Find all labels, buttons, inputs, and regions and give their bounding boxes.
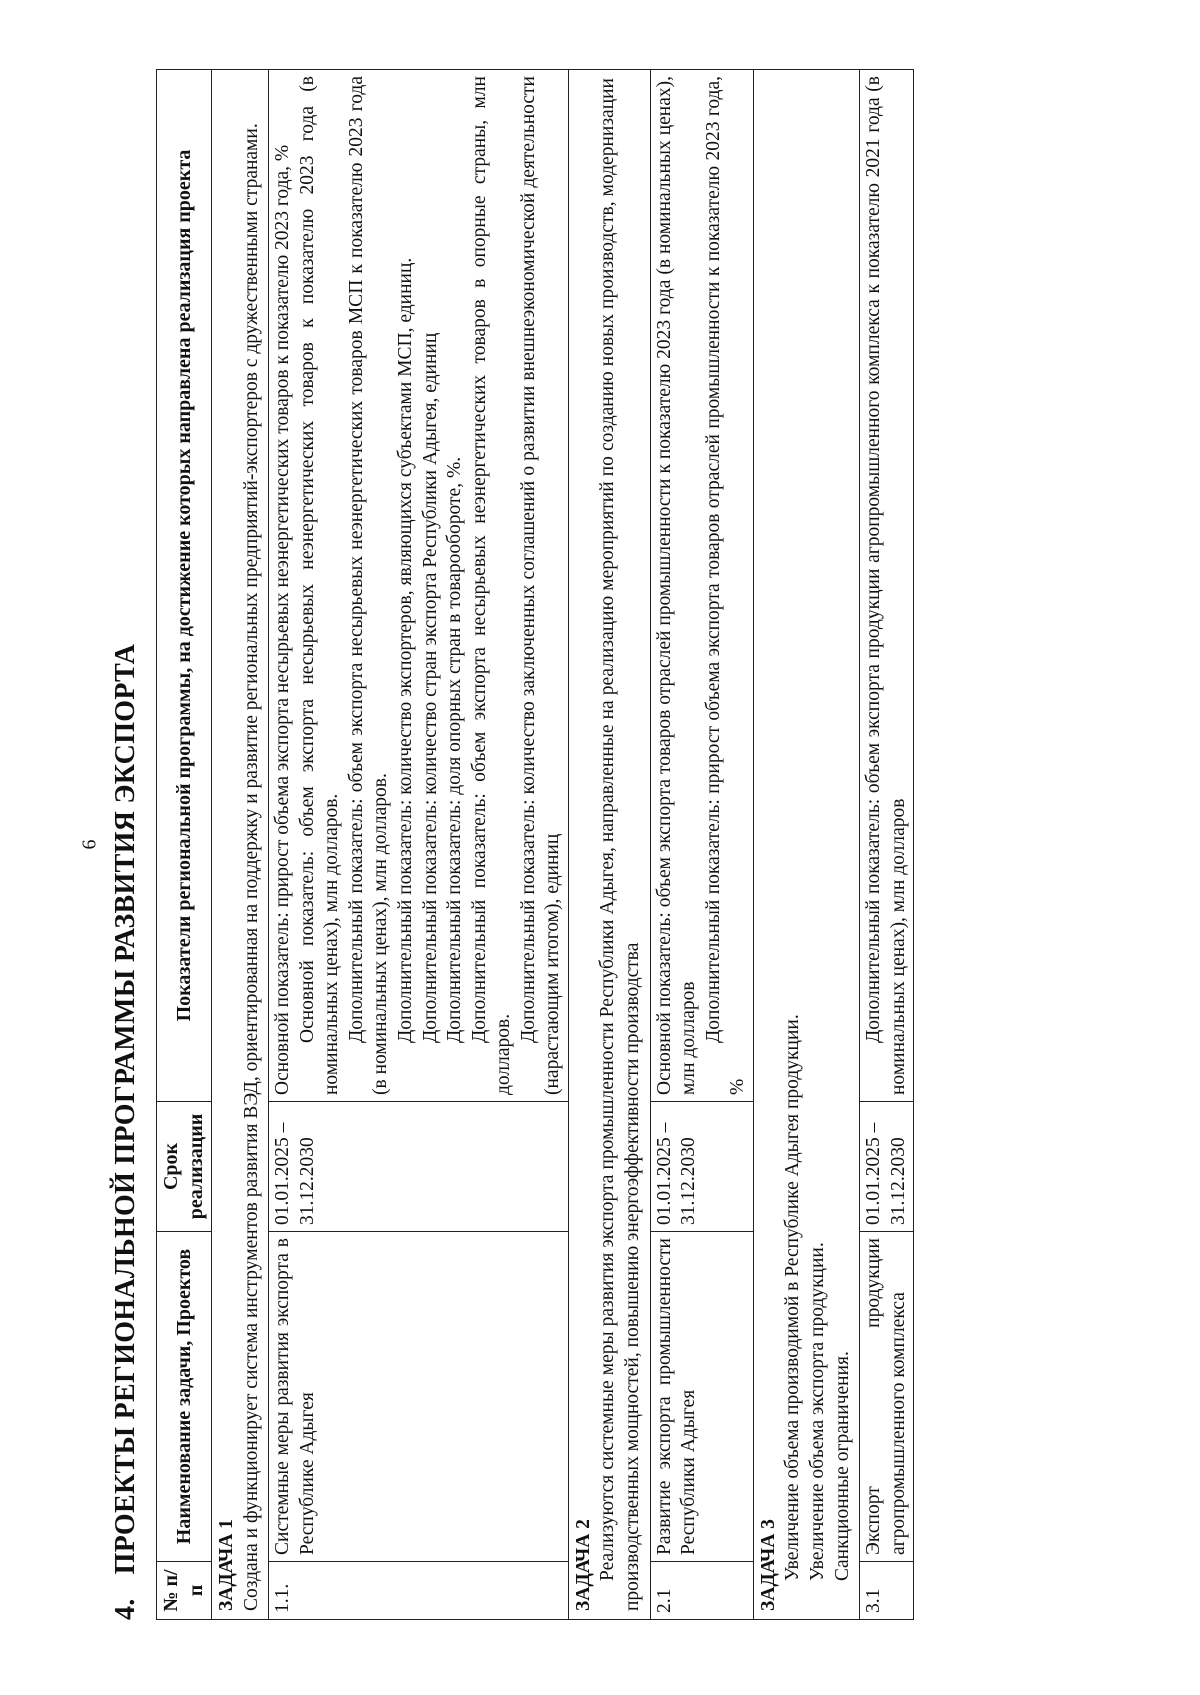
project-indicators: [860, 70, 914, 1102]
indicator: Дополнительный показатель: объем экспорта продукции агропромышленного комплекса к показателю 2021 года (в номинальных ценах), млн долларов: [863, 76, 909, 1095]
page-number: 6: [78, 839, 101, 850]
indicator: Дополнительный показатель: количество стран экспорта Республики Адыгея, единиц: [419, 332, 441, 1043]
indicator: Дополнительный показатель: доля опорных стран в товарообороте, %.: [444, 456, 466, 1043]
task-row: [568, 70, 650, 1620]
rotated-page-content: [110, 70, 1010, 1620]
table-row: [650, 70, 753, 1620]
task-2-text: Реализуются системные меры развития экспорта промышленности Республики Адыгея, направленные на реализацию мероприятий по созданию новых производств, модернизации производственных мощностей, повышению энергоэффективности производства: [597, 78, 643, 1611]
row-num: 2.1: [650, 1562, 753, 1620]
task-3-title: ЗАДАЧА 3: [757, 1519, 779, 1611]
section-number: 4.: [110, 1598, 141, 1620]
header-term: Срок реализации: [157, 1102, 212, 1232]
project-indicators: [269, 70, 569, 1102]
task-3-line: Увеличение объема производимой в Республике Адыгея продукции.: [782, 1014, 804, 1581]
header-name: Наименование задачи, Проектов: [157, 1232, 212, 1562]
indicator: Дополнительный показатель: количество экспортеров, являющихся субъектами МСП, единиц.: [394, 257, 416, 1043]
project-term: 01.01.2025 – 31.12.2030: [860, 1102, 914, 1232]
project-name: Развитие экспорта промышленности Республики Адыгея: [650, 1232, 753, 1562]
task-3-line: Увеличение объема экспорта продукции.: [806, 1242, 828, 1581]
indicator: Основной показатель: объем экспорта несырьевых неэнергетических товаров к показателю 2023 года (в номинальных ценах), млн долларов.: [296, 76, 343, 1095]
header-num: № п/п: [157, 1562, 212, 1620]
table-row: [860, 70, 914, 1620]
project-term: 01.01.2025 – 31.12.2030: [269, 1102, 569, 1232]
indicator: Дополнительный показатель: прирост объема экспорта товаров отраслей промышленности к показателю 2023 года, %: [702, 76, 749, 1095]
task-3-line: Санкционные ограничения.: [831, 1351, 853, 1581]
row-num: 3.1: [860, 1562, 914, 1620]
project-term: 01.01.2025 – 31.12.2030: [650, 1102, 753, 1232]
task-3-cell: [753, 70, 859, 1620]
row-num: 1.1.: [269, 1562, 569, 1620]
section-title: ПРОЕКТЫ РЕГИОНАЛЬНОЙ ПРОГРАММЫ РАЗВИТИЯ ЭКСПОРТА: [110, 643, 141, 1575]
task-row: [753, 70, 859, 1620]
table-header-row: [157, 70, 212, 1620]
task-1-title: ЗАДАЧА 1: [216, 1519, 237, 1611]
indicator: Дополнительный показатель: объем экспорта несырьевых неэнергетических товаров в опорные страны, млн долларов.: [468, 76, 515, 1095]
task-2-cell: [568, 70, 650, 1620]
indicator: Основной показатель: прирост объема экспорта несырьевых неэнергетических товаров к показателю 2023 года, %: [272, 144, 294, 1095]
projects-table: [156, 69, 914, 1620]
task-1-cell: [212, 70, 269, 1620]
task-1-text: Создана и функционирует система инструментов развития ВЭД, ориентированная на поддержку и развитие региональных предприятий-экспортеров с дружественными странами.: [240, 123, 262, 1611]
indicator: Дополнительный показатель: объем экспорта несырьевых неэнергетических товаров МСП к показателю 2023 года (в номинальных ценах), млн долларов.: [345, 76, 392, 1095]
project-indicators: [650, 70, 753, 1102]
task-2-title: ЗАДАЧА 2: [572, 1519, 594, 1611]
project-name: Экспорт продукции агропромышленного комплекса: [860, 1232, 914, 1562]
task-row: [212, 70, 269, 1620]
section-heading: [110, 70, 154, 1620]
header-indicators: Показатели региональной программы, на достижение которых направлена реализация проекта: [157, 70, 212, 1102]
indicator: Основной показатель: объем экспорта товаров отраслей промышленности к показателю 2023 года (в номинальных ценах), млн долларов: [653, 76, 700, 1095]
table-row: [269, 70, 569, 1620]
project-name: Системные меры развития экспорта в Республике Адыгея: [269, 1232, 569, 1562]
indicator: Дополнительный показатель: количество заключенных соглашений о развитии внешнеэкономической деятельности (нарастающим итогом), единиц: [517, 76, 564, 1095]
